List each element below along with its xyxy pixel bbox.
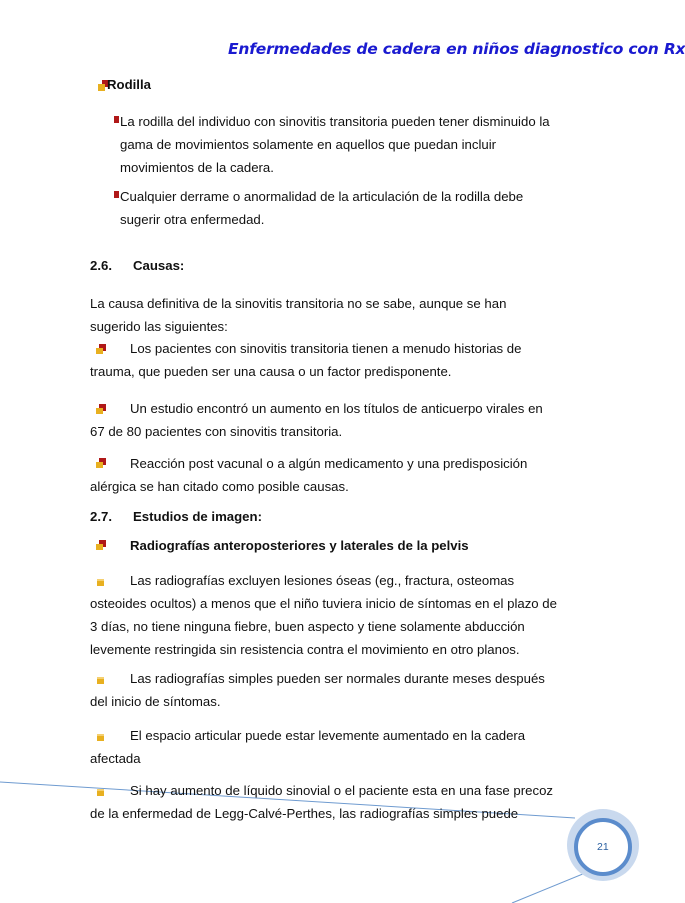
knee-item-1-line-3: movimientos de la cadera.: [120, 160, 274, 175]
red-yellow-bullet-icon: [95, 342, 107, 354]
causes-item-2-line-1: Un estudio encontró un aumento en los títulos de anticuerpo virales en: [130, 401, 543, 416]
imaging-item-2-line-2: del inicio de síntomas.: [90, 694, 221, 709]
yellow-bullet-icon: [95, 785, 107, 797]
knee-item-1-line-2: gama de movimientos solamente en aquellos que puedan incluir: [120, 137, 497, 152]
yellow-bullet-icon: [95, 673, 107, 685]
section-number-2-7: 2.7.: [90, 509, 112, 524]
imaging-item-3-line-2: afectada: [90, 751, 141, 766]
imaging-item-1-line-3: 3 días, no tiene ninguna fiebre, buen aspecto y tiene solamente abducción: [90, 619, 525, 634]
imaging-item-1-line-1: Las radiografías excluyen lesiones óseas (eg., fractura, osteomas: [130, 573, 515, 588]
red-yellow-bullet-icon: [95, 456, 107, 468]
causes-item-2-line-2: 67 de 80 pacientes con sinovitis transitoria.: [90, 424, 343, 439]
page-header: Enfermedades de cadera en niños diagnostico con Rx: [228, 40, 685, 58]
causes-intro-line-2: sugerido las siguientes:: [90, 319, 228, 334]
red-yellow-bullet-icon: [95, 538, 107, 550]
yellow-bullet-icon: [95, 730, 107, 742]
imaging-item-4-line-2: de la enfermedad de Legg-Calvé-Perthes, las radiografías simples puede: [90, 806, 519, 821]
imaging-subheading: Radiografías anteroposteriores y laterales de la pelvis: [130, 538, 469, 553]
section-number-2-6: 2.6.: [90, 258, 112, 273]
causes-item-1-line-2: trauma, que pueden ser una causa o un factor predisponente.: [90, 364, 452, 379]
causes-item-3-line-1: Reacción post vacunal o a algún medicamento y una predisposición: [130, 456, 528, 471]
red-square-bullet-icon: [114, 116, 119, 123]
imaging-item-1-line-4: levemente restringida sin resistencia contra el movimiento en otro planos.: [90, 642, 520, 657]
red-square-bullet-icon: [114, 191, 119, 198]
knee-item-2-line-1: Cualquier derrame o anormalidad de la articulación de la rodilla debe: [120, 189, 524, 204]
page-number: 21: [597, 841, 609, 853]
imaging-item-3-line-1: El espacio articular puede estar levemente aumentado en la cadera: [130, 728, 526, 743]
knee-heading: Rodilla: [107, 77, 151, 92]
section-title-causas: Causas:: [133, 258, 185, 273]
knee-item-2-line-2: sugerir otra enfermedad.: [120, 212, 265, 227]
red-yellow-bullet-icon: [95, 402, 107, 414]
causes-item-3-line-2: alérgica se han citado como posible causas.: [90, 479, 349, 494]
section-title-estudios: Estudios de imagen:: [133, 509, 262, 524]
knee-item-1-line-1: La rodilla del individuo con sinovitis transitoria pueden tener disminuido la: [120, 114, 550, 129]
causes-intro-line-1: La causa definitiva de la sinovitis transitoria no se sabe, aunque se han: [90, 296, 507, 311]
imaging-item-1-line-2: osteoides ocultos) a menos que el niño tuviera inicio de síntomas en el plazo de: [90, 596, 557, 611]
imaging-item-4-line-1: Si hay aumento de líquido sinovial o el paciente esta en una fase precoz: [130, 783, 554, 798]
causes-item-1-line-1: Los pacientes con sinovitis transitoria tienen a menudo historias de: [130, 341, 522, 356]
imaging-item-2-line-1: Las radiografías simples pueden ser normales durante meses después: [130, 671, 545, 686]
yellow-bullet-icon: [95, 575, 107, 587]
